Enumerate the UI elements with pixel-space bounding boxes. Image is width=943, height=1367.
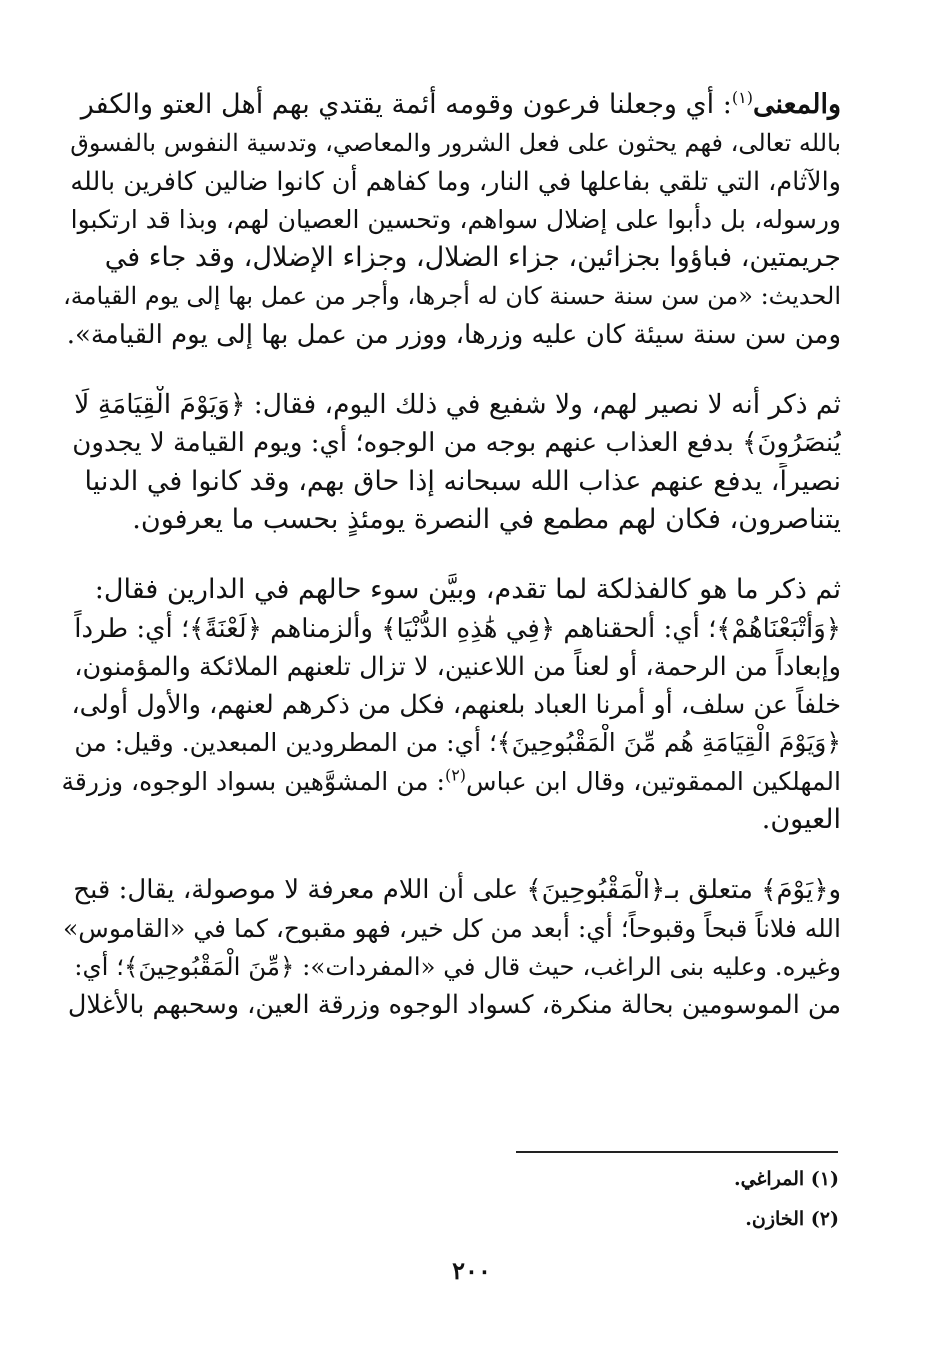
text-line: والآثام، التي تلقي بفاعلها في النار، وما كفاهم أن كانوا ضالين كافرين بالله <box>70 166 841 197</box>
text-line: ﴿وَيَوْمَ الْقِيَامَةِ هُم مِّنَ الْمَقْبُوحِينَ﴾؛ أي: من المطرودين المبعدين. وقيل: من <box>74 728 841 758</box>
text-line: الحديث: «من سن سنة حسنة كان له أجرها، وأجر من عمل بها إلى يوم القيامة، <box>63 282 841 311</box>
footnote-ref: (٢) <box>444 765 467 785</box>
text-line: ثم ذكر ما هو كالفذلكة لما تقدم، وبيَّن سوء حالهم في الدارين فقال: <box>94 574 841 606</box>
text-line: جريمتين، فباؤوا بجزائين، جزاء الضلال، وجزاء الإضلال، وقد جاء في <box>104 242 841 274</box>
text-line: وإبعاداً من الرحمة، أو لعناً من اللاعنين، لا تزال تلعنهم الملائكة والمؤمنون، <box>74 651 841 682</box>
text-line: الله فلاناً قبحاً وقبوحاً؛ أي: أبعد من كل خير، فهو مقبوح، كما في «القاموس» <box>63 913 841 943</box>
footnote-2: (٢) الخازن. <box>745 1208 839 1230</box>
footnote-ref: (١) <box>731 88 753 107</box>
text-line: نصيراً، يدفع عنهم عذاب الله سبحانه إذا حاق بهم، وقد كانوا في الدنيا <box>84 465 841 497</box>
paragraph-3 <box>62 571 841 839</box>
text-line: العيون. <box>761 804 841 836</box>
text-line: المهلكين الممقوتين، وقال ابن عباس$^{(٢)}$: من المشوَّهين بسواد الوجوه، وزرقة <box>62 765 841 796</box>
text-line: يُنصَرُونَ﴾ بدفع العذاب عنهم بوجه من الوجوه؛ أي: ويوم القيامة لا يجدون <box>72 428 841 459</box>
main-text <box>62 86 841 1025</box>
lead-word: والمعنى <box>752 89 841 120</box>
text-line: وغيره. وعليه بنى الراغب، حيث قال في «المفردات»: ﴿مِّنَ الْمَقْبُوحِينَ﴾؛ أي: <box>74 951 841 981</box>
text-line: ورسوله، بل دأبوا على إضلال سواهم، وتحسين العصيان لهم، وبذا قد ارتكبوا <box>70 204 841 234</box>
text-line: والمعنى$^{(١)}$: أي وجعلنا فرعون وقومه أئمة يقتدي بهم أهل العتو والكفر <box>80 88 841 120</box>
page-number: ٢٠٠ <box>452 1256 491 1285</box>
paragraph-1 <box>62 86 841 354</box>
text-line: بالله تعالى، فهم يحثون على فعل الشرور والمعاصي، وتدسية النفوس بالفسوق <box>70 129 841 158</box>
text-line: ﴿وَأَتْبَعْنَاهُمْ﴾؛ أي: ألحقناهم ﴿فِي هَٰذِهِ الدُّنْيَا﴾ وألزمناهم ﴿لَعْنَةً﴾؛ أي: طرداً <box>74 613 841 644</box>
text-line: ومن سن سنة سيئة كان عليه وزرها، ووزر من عمل بها إلى يوم القيامة». <box>66 319 841 350</box>
footnote-1: (١) المراغي. <box>733 1168 839 1190</box>
paragraph-4 <box>62 871 841 1024</box>
text-line: و﴿يَوْمَ﴾ متعلق بـ﴿الْمَقْبُوحِينَ﴾ على أن اللام معرفة لا موصولة، يقال: قبح <box>73 875 841 906</box>
text-line: يتناصرون، فكان لهم مطمع في النصرة يومئذٍ بحسب ما يعرفون. <box>132 503 841 535</box>
footnote-divider <box>516 1151 838 1153</box>
paragraph-2 <box>62 386 841 539</box>
text-line: خلفاً عن سلف، أو أمرنا العباد بلعنهم، فكل من ذكرهم لعنهم، والأول أولى، <box>71 690 841 721</box>
text-line: ثم ذكر أنه لا نصير لهم، ولا شفيع في ذلك اليوم، فقال: ﴿وَيَوْمَ الْقِيَامَةِ لَا <box>74 389 841 421</box>
text-line: من الموسومين بحالة منكرة، كسواد الوجوه وزرقة العين، وسحبهم بالأغلال <box>67 990 841 1021</box>
